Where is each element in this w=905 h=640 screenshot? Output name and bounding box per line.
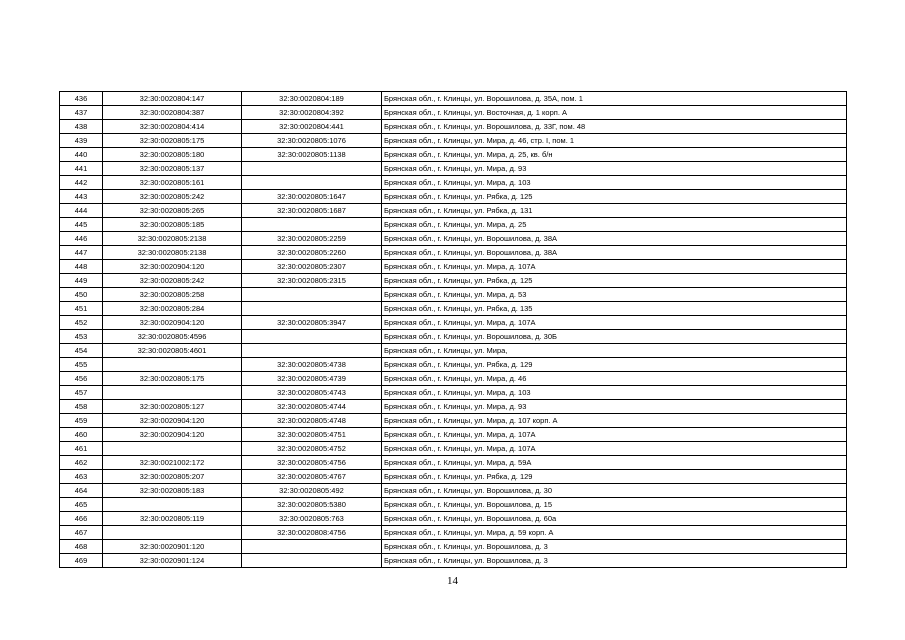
address-cell: Брянская обл., г. Клинцы, ул. Рябка, д. 125 [382,274,847,288]
table-row [60,302,847,316]
row-number-cell: 453 [60,330,103,344]
table-row [60,162,847,176]
premises-cadastral-number-cell: 32:30:0020805:4744 [242,400,382,414]
address-cell: Брянская обл., г. Клинцы, ул. Ворошилова, д. 35А, пом. 1 [382,92,847,106]
table-row [60,414,847,428]
cadastral-number-cell: 32:30:0020805:4601 [103,344,242,358]
table-row [60,204,847,218]
cadastral-number-cell: 32:30:0020901:120 [103,540,242,554]
premises-cadastral-number-cell: 32:30:0020805:2315 [242,274,382,288]
address-cell: Брянская обл., г. Клинцы, ул. Мира, д. 59А [382,456,847,470]
table-row [60,428,847,442]
row-number-cell: 442 [60,176,103,190]
address-cell: Брянская обл., г. Клинцы, ул. Мира, д. 46, стр. I, пом. 1 [382,134,847,148]
premises-cadastral-number-cell: 32:30:0020804:441 [242,120,382,134]
premises-cadastral-number-cell [242,302,382,316]
table-row [60,540,847,554]
address-cell: Брянская обл., г. Клинцы, ул. Рябка, д. 129 [382,470,847,484]
row-number-cell: 439 [60,134,103,148]
address-cell: Брянская обл., г. Клинцы, ул. Мира, [382,344,847,358]
cadastral-number-cell: 32:30:0020805:127 [103,400,242,414]
address-cell: Брянская обл., г. Клинцы, ул. Мира, д. 103 [382,176,847,190]
premises-cadastral-number-cell: 32:30:0020805:4756 [242,456,382,470]
premises-cadastral-number-cell: 32:30:0020805:2307 [242,260,382,274]
row-number-cell: 461 [60,442,103,456]
address-cell: Брянская обл., г. Клинцы, ул. Мира, д. 93 [382,162,847,176]
cadastral-number-cell: 32:30:0020805:2138 [103,246,242,260]
premises-cadastral-number-cell: 32:30:0020805:4738 [242,358,382,372]
address-cell: Брянская обл., г. Клинцы, ул. Ворошилова, д. 38А [382,246,847,260]
address-cell: Брянская обл., г. Клинцы, ул. Ворошилова, д. 3 [382,540,847,554]
table-row [60,386,847,400]
premises-cadastral-number-cell: 32:30:0020805:3947 [242,316,382,330]
premises-cadastral-number-cell [242,176,382,190]
cadastral-number-cell: 32:30:0020805:4596 [103,330,242,344]
premises-cadastral-number-cell: 32:30:0020805:4748 [242,414,382,428]
address-cell: Брянская обл., г. Клинцы, ул. Мира, д. 107А [382,260,847,274]
table-row [60,134,847,148]
address-cell: Брянская обл., г. Клинцы, ул. Мира, д. 25 [382,218,847,232]
premises-cadastral-number-cell: 32:30:0020805:4743 [242,386,382,400]
premises-cadastral-number-cell [242,540,382,554]
address-cell: Брянская обл., г. Клинцы, ул. Мира, д. 93 [382,400,847,414]
row-number-cell: 438 [60,120,103,134]
row-number-cell: 452 [60,316,103,330]
row-number-cell: 462 [60,456,103,470]
cadastral-number-cell: 32:30:0020805:180 [103,148,242,162]
address-cell: Брянская обл., г. Клинцы, ул. Ворошилова, д. 3 [382,554,847,568]
address-cell: Брянская обл., г. Клинцы, ул. Мира, д. 107А [382,442,847,456]
premises-cadastral-number-cell [242,288,382,302]
premises-cadastral-number-cell: 32:30:0020805:2259 [242,232,382,246]
address-cell: Брянская обл., г. Клинцы, ул. Мира, д. 107А [382,316,847,330]
row-number-cell: 440 [60,148,103,162]
table-row [60,330,847,344]
table-row [60,218,847,232]
cadastral-number-cell: 32:30:0020805:242 [103,190,242,204]
cadastral-number-cell: 32:30:0020805:265 [103,204,242,218]
cadastral-number-cell: 32:30:0020804:414 [103,120,242,134]
table-body [60,92,847,568]
row-number-cell: 463 [60,470,103,484]
address-cell: Брянская обл., г. Клинцы, ул. Мира, д. 107А [382,428,847,442]
table-row [60,316,847,330]
cadastral-number-cell: 32:30:0020805:137 [103,162,242,176]
row-number-cell: 446 [60,232,103,246]
cadastral-number-cell: 32:30:0020805:185 [103,218,242,232]
row-number-cell: 457 [60,386,103,400]
row-number-cell: 459 [60,414,103,428]
table-row [60,400,847,414]
row-number-cell: 447 [60,246,103,260]
cadastral-number-cell: 32:30:0020805:183 [103,484,242,498]
row-number-cell: 444 [60,204,103,218]
cadastral-number-cell: 32:30:0020804:147 [103,92,242,106]
cadastral-number-cell: 32:30:0020904:120 [103,428,242,442]
address-cell: Брянская обл., г. Клинцы, ул. Рябка, д. 131 [382,204,847,218]
premises-cadastral-number-cell: 32:30:0020805:4751 [242,428,382,442]
address-cell: Брянская обл., г. Клинцы, ул. Ворошилова, д. 33Г, пом. 48 [382,120,847,134]
table-row [60,274,847,288]
table-row [60,232,847,246]
cadastral-number-cell: 32:30:0020805:258 [103,288,242,302]
premises-cadastral-number-cell: 32:30:0020805:4739 [242,372,382,386]
table-row [60,372,847,386]
table-row [60,92,847,106]
cadastral-number-cell: 32:30:0020804:387 [103,106,242,120]
row-number-cell: 451 [60,302,103,316]
cadastral-number-cell: 32:30:0021002:172 [103,456,242,470]
row-number-cell: 443 [60,190,103,204]
premises-cadastral-number-cell [242,162,382,176]
cadastral-number-cell: 32:30:0020901:124 [103,554,242,568]
row-number-cell: 441 [60,162,103,176]
address-cell: Брянская обл., г. Клинцы, ул. Мира, д. 25, кв. б/н [382,148,847,162]
cadastral-number-cell: 32:30:0020805:175 [103,372,242,386]
table-row [60,442,847,456]
premises-cadastral-number-cell: 32:30:0020804:189 [242,92,382,106]
row-number-cell: 466 [60,512,103,526]
address-cell: Брянская обл., г. Клинцы, ул. Мира, д. 103 [382,386,847,400]
row-number-cell: 460 [60,428,103,442]
row-number-cell: 445 [60,218,103,232]
cadastral-number-cell: 32:30:0020805:207 [103,470,242,484]
row-number-cell: 458 [60,400,103,414]
cadastral-number-cell [103,386,242,400]
address-cell: Брянская обл., г. Клинцы, ул. Мира, д. 107 корп. А [382,414,847,428]
row-number-cell: 468 [60,540,103,554]
address-cell: Брянская обл., г. Клинцы, ул. Рябка, д. 135 [382,302,847,316]
row-number-cell: 437 [60,106,103,120]
address-cell: Брянская обл., г. Клинцы, ул. Ворошилова, д. 60а [382,512,847,526]
address-cell: Брянская обл., г. Клинцы, ул. Ворошилова, д. 38А [382,232,847,246]
premises-cadastral-number-cell: 32:30:0020805:1138 [242,148,382,162]
table-row [60,344,847,358]
cadastral-number-cell: 32:30:0020904:120 [103,316,242,330]
table-row [60,288,847,302]
cadastral-number-cell: 32:30:0020805:284 [103,302,242,316]
table-row [60,120,847,134]
row-number-cell: 464 [60,484,103,498]
premises-cadastral-number-cell [242,218,382,232]
premises-cadastral-number-cell [242,554,382,568]
table-row [60,498,847,512]
cadastral-number-cell: 32:30:0020904:120 [103,414,242,428]
premises-cadastral-number-cell: 32:30:0020805:2260 [242,246,382,260]
row-number-cell: 455 [60,358,103,372]
address-cell: Брянская обл., г. Клинцы, ул. Ворошилова, д. 30 [382,484,847,498]
table-row [60,470,847,484]
address-cell: Брянская обл., г. Клинцы, ул. Восточная, д. 1 корп. А [382,106,847,120]
row-number-cell: 456 [60,372,103,386]
premises-cadastral-number-cell: 32:30:0020805:1647 [242,190,382,204]
table-row [60,176,847,190]
table-row [60,246,847,260]
cadastral-number-cell [103,442,242,456]
table-row [60,526,847,540]
cadastral-number-cell [103,358,242,372]
cadastral-table [59,91,847,568]
table-row [60,190,847,204]
row-number-cell: 465 [60,498,103,512]
cadastral-number-cell [103,498,242,512]
premises-cadastral-number-cell: 32:30:0020805:1076 [242,134,382,148]
premises-cadastral-number-cell: 32:30:0020805:4767 [242,470,382,484]
table-row [60,260,847,274]
row-number-cell: 436 [60,92,103,106]
address-cell: Брянская обл., г. Клинцы, ул. Мира, д. 53 [382,288,847,302]
row-number-cell: 448 [60,260,103,274]
page-number: 14 [447,575,458,587]
cadastral-number-cell: 32:30:0020805:175 [103,134,242,148]
table-row [60,148,847,162]
address-cell: Брянская обл., г. Клинцы, ул. Рябка, д. 129 [382,358,847,372]
premises-cadastral-number-cell [242,344,382,358]
table-row [60,106,847,120]
table-row [60,512,847,526]
cadastral-number-cell: 32:30:0020805:161 [103,176,242,190]
premises-cadastral-number-cell: 32:30:0020808:4756 [242,526,382,540]
row-number-cell: 450 [60,288,103,302]
premises-cadastral-number-cell: 32:30:0020805:1687 [242,204,382,218]
address-cell: Брянская обл., г. Клинцы, ул. Ворошилова, д. 15 [382,498,847,512]
cadastral-number-cell: 32:30:0020904:120 [103,260,242,274]
premises-cadastral-number-cell: 32:30:0020805:5380 [242,498,382,512]
cadastral-number-cell: 32:30:0020805:119 [103,512,242,526]
cadastral-number-cell: 32:30:0020805:242 [103,274,242,288]
row-number-cell: 467 [60,526,103,540]
table-row [60,554,847,568]
premises-cadastral-number-cell: 32:30:0020805:4752 [242,442,382,456]
premises-cadastral-number-cell: 32:30:0020805:492 [242,484,382,498]
premises-cadastral-number-cell: 32:30:0020804:392 [242,106,382,120]
address-cell: Брянская обл., г. Клинцы, ул. Мира, д. 46 [382,372,847,386]
address-cell: Брянская обл., г. Клинцы, ул. Рябка, д. 125 [382,190,847,204]
row-number-cell: 469 [60,554,103,568]
premises-cadastral-number-cell [242,330,382,344]
address-cell: Брянская обл., г. Клинцы, ул. Мира, д. 59 корп. А [382,526,847,540]
table-row [60,358,847,372]
cadastral-number-cell [103,526,242,540]
row-number-cell: 454 [60,344,103,358]
table-row [60,456,847,470]
table-row [60,484,847,498]
row-number-cell: 449 [60,274,103,288]
address-cell: Брянская обл., г. Клинцы, ул. Ворошилова, д. 30Б [382,330,847,344]
cadastral-number-cell: 32:30:0020805:2138 [103,232,242,246]
premises-cadastral-number-cell: 32:30:0020805:763 [242,512,382,526]
